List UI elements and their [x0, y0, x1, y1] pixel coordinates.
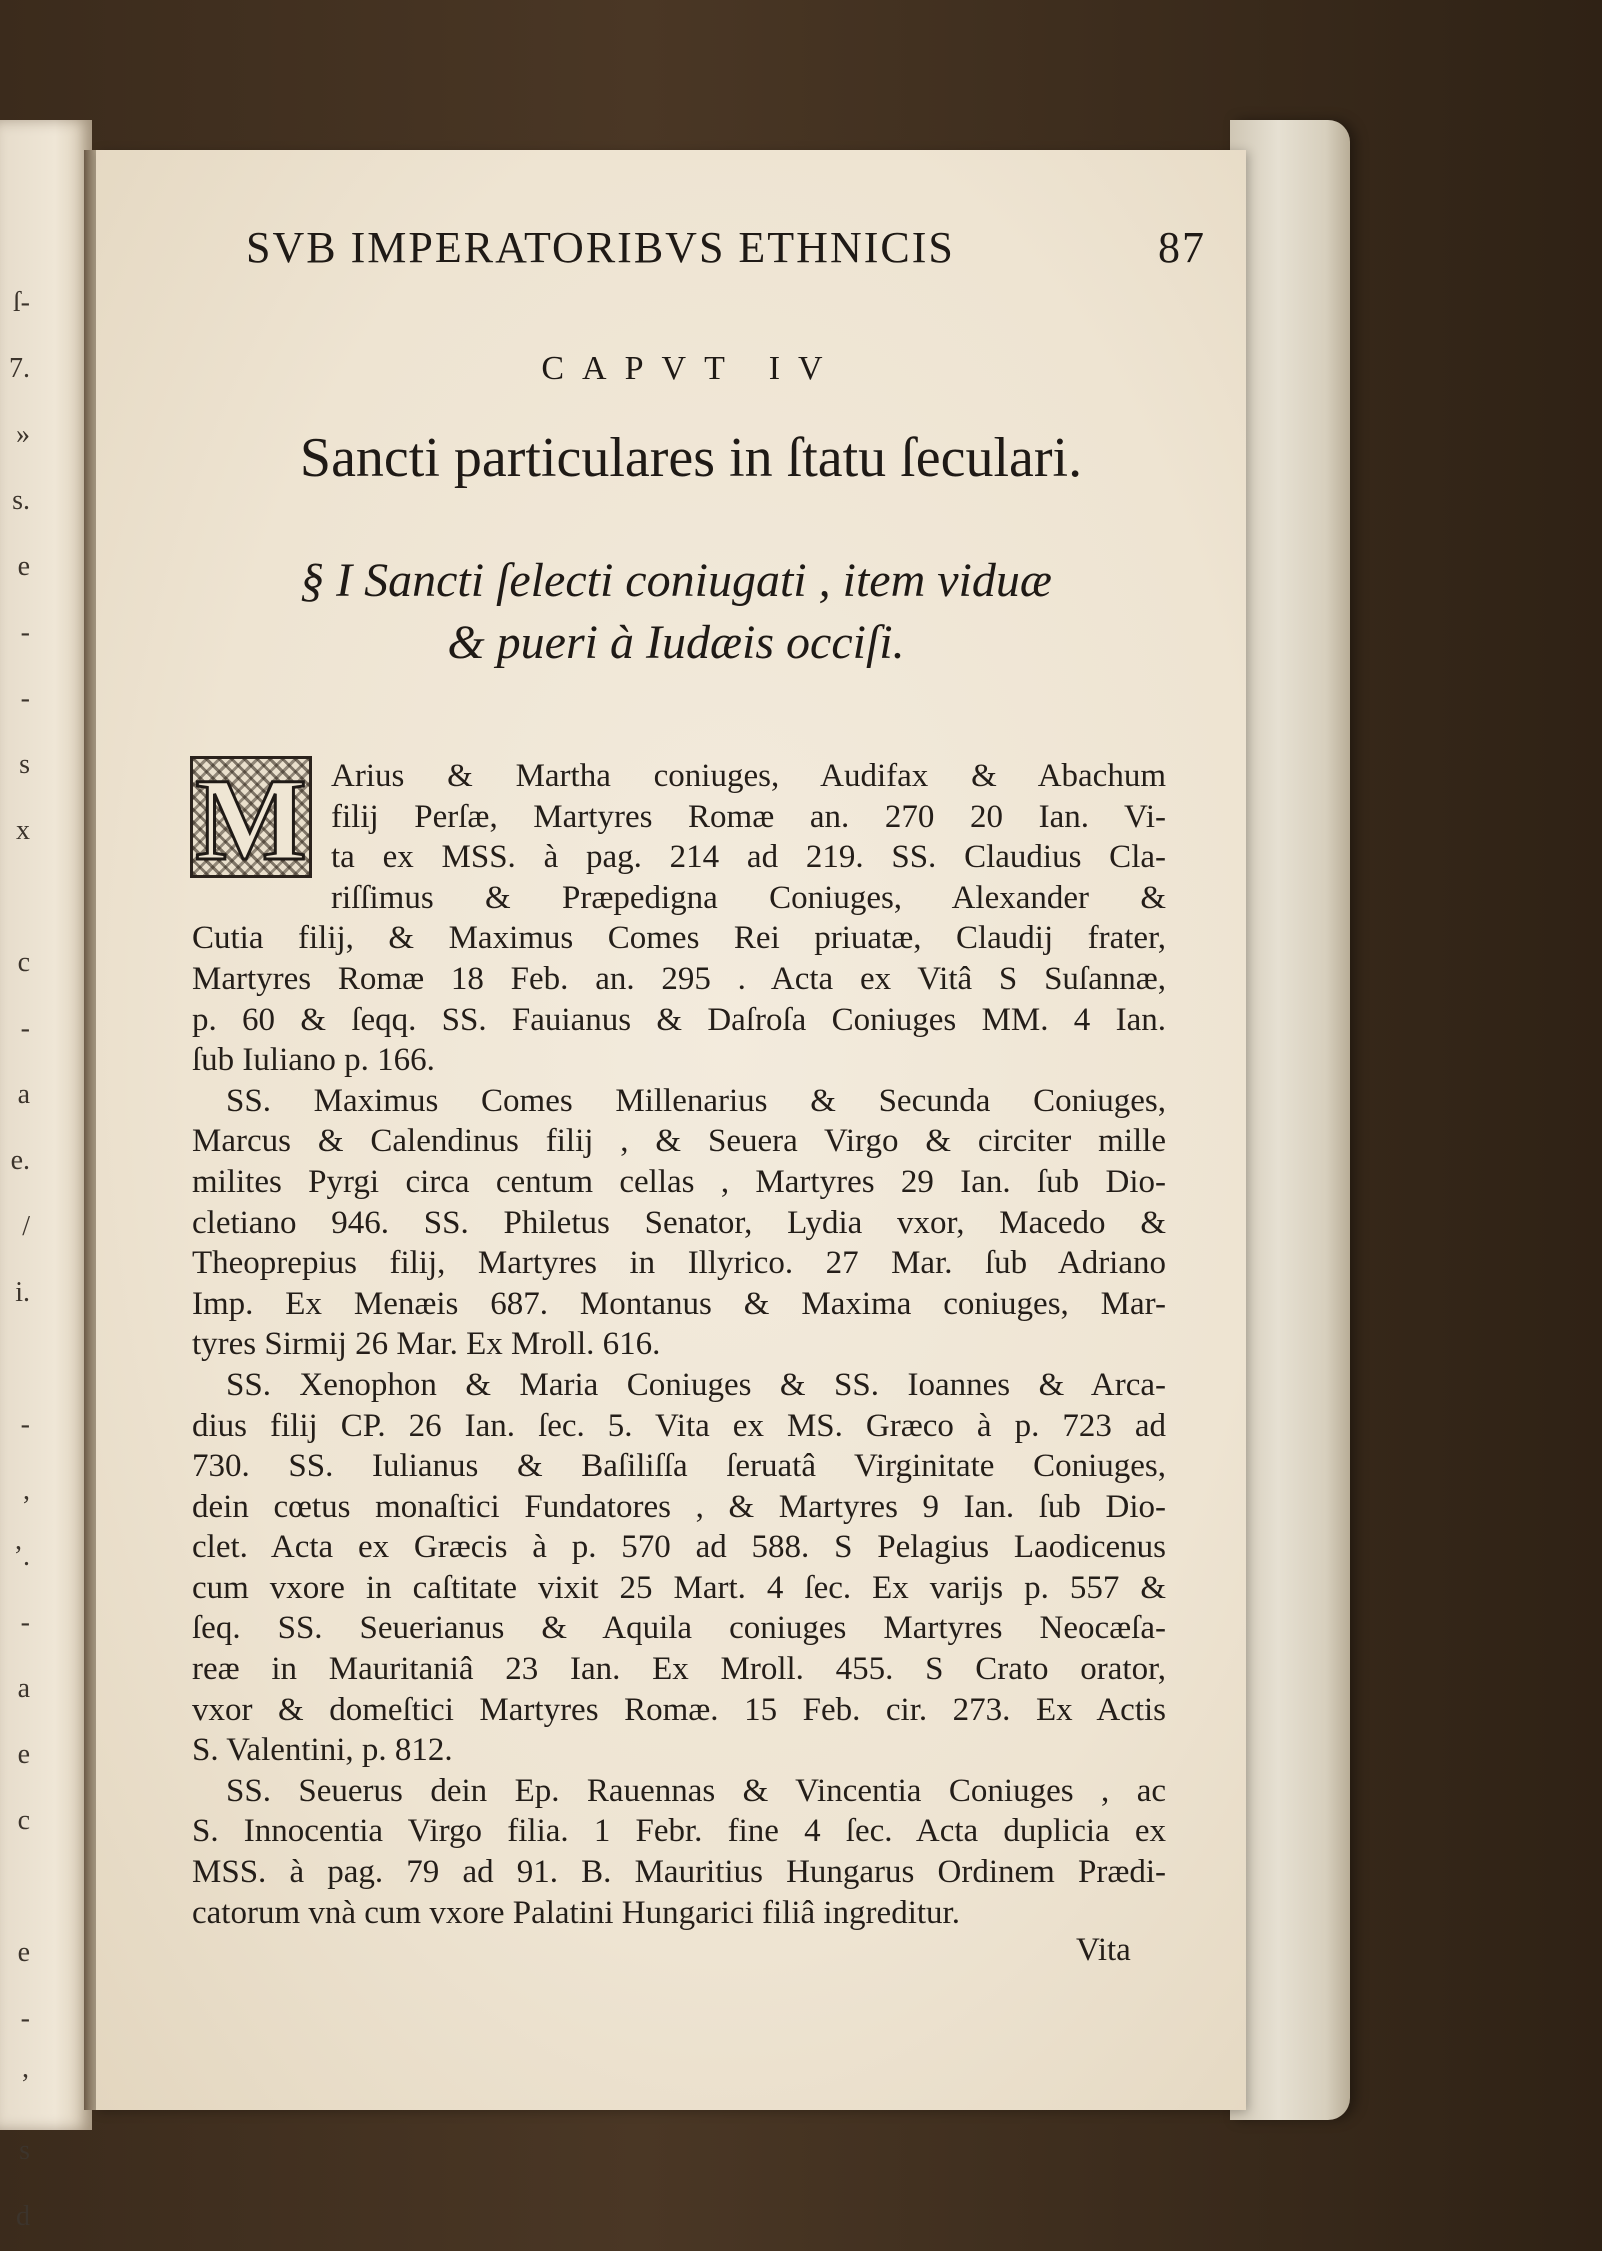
text-line-content: filij Perſæ, Martyres Romæ an. 270 20 Ian. Vi- [331, 798, 1166, 835]
margin-fragment: - [20, 617, 30, 648]
text-line [192, 918, 1166, 959]
text-line-content: tyres Sirmij 26 Mar. Ex Mroll. 616. [192, 1326, 661, 1363]
margin-fragment: s [19, 749, 30, 780]
text-line-content: Theoprepius filij, Martyres in Illyrico. 27 Mar. ſub Adriano [192, 1245, 1166, 1282]
section-heading-line-1: § I Sancti ſelecti coniugati , item viduæ [300, 554, 1052, 607]
margin-fragment: ʼ. [13, 1541, 30, 1572]
margin-fragment [0, 1326, 30, 1392]
book-page [96, 150, 1246, 2110]
text-line [192, 1203, 1166, 1244]
margin-fragment: c [17, 1805, 30, 1836]
text-line-content: Martyres Romæ 18 Feb. an. 295 . Acta ex Vitâ S Suſannæ, [192, 960, 1166, 997]
text-line [331, 837, 1166, 878]
margin-fragment: s [19, 2135, 30, 2166]
text-line-content: vxor & domeſtici Martyres Romæ. 15 Feb. cir. 273. Ex Actis [192, 1691, 1166, 1728]
body-text [96, 756, 1246, 1933]
text-line-content: ta ex MSS. à pag. 214 ad 219. SS. Claudius Cla- [331, 839, 1166, 876]
text-line [192, 1649, 1166, 1690]
text-line-content: Imp. Ex Menæis 687. Montanus & Maxima coniuges, Mar- [192, 1285, 1166, 1322]
text-line [192, 1000, 1166, 1041]
text-line-content: Marcus & Calendinus filij , & Seuera Virgo & circiter mille [192, 1123, 1166, 1160]
text-line-content: riſſimus & Præpedigna Coniuges, Alexander & [331, 879, 1166, 916]
margin-fragment: x [16, 815, 30, 846]
text-line [192, 1487, 1166, 1528]
margin-fragment [0, 864, 30, 930]
margin-fragment: d [16, 2201, 30, 2232]
margin-fragment: - [20, 1607, 30, 1638]
margin-fragment: e [17, 1739, 30, 1770]
text-line [226, 1081, 1166, 1122]
text-line-content: milites Pyrgi circa centum cellas , Martyres 29 Ian. ſub Dio- [192, 1163, 1166, 1200]
parchment-cover-edge [1230, 120, 1350, 2120]
text-line [192, 959, 1166, 1000]
text-line [192, 1121, 1166, 1162]
margin-fragment: e [17, 551, 30, 582]
text-line [192, 1446, 1166, 1487]
text-line [192, 1243, 1166, 1284]
text-line [192, 1162, 1166, 1203]
text-line [192, 1852, 1166, 1893]
margin-fragment: , [23, 1475, 30, 1506]
text-line-content: S. Valentini, p. 812. [192, 1732, 453, 1769]
text-line [331, 756, 1166, 797]
margin-fragment: ſ- [12, 287, 30, 318]
margin-fragment: e. [10, 1145, 30, 1176]
text-line-content: catorum vnà cum vxore Palatini Hungarici filiâ ingreditur. [192, 1894, 960, 1931]
left-page-margin-fragments [0, 270, 30, 2250]
catchword: Vita [1076, 1932, 1131, 1968]
text-line-content: ſub Iuliano p. 166. [192, 1042, 435, 1079]
text-line-content: SS. Xenophon & Maria Coniuges & SS. Ioannes & Arca- [226, 1366, 1166, 1403]
text-line-content: Cutia filij, & Maximus Comes Rei priuatæ, Claudij frater, [192, 920, 1166, 957]
margin-fragment: - [20, 2003, 30, 2034]
margin-fragment: - [20, 1013, 30, 1044]
text-line [226, 1771, 1166, 1812]
text-line-content: SS. Seuerus dein Ep. Rauennas & Vincentia Coniuges , ac [226, 1772, 1166, 1809]
section-heading [156, 550, 1196, 674]
text-line [192, 1730, 1166, 1771]
left-page-edge [0, 120, 92, 2232]
running-head [246, 222, 1206, 273]
margin-fragment: - [20, 683, 30, 714]
text-line [192, 1527, 1166, 1568]
margin-fragment: / [22, 1211, 30, 1242]
margin-fragment: e [17, 1937, 30, 1968]
text-line [192, 1811, 1166, 1852]
text-line [192, 1324, 1166, 1365]
text-line-content: reæ in Mauritaniâ 23 Ian. Ex Mroll. 455. S Crato orator, [192, 1651, 1166, 1688]
text-line-content: dius filij CP. 26 Ian. ſec. 5. Vita ex MS. Græco à p. 723 ad [192, 1407, 1166, 1444]
text-line [331, 797, 1166, 838]
text-line-content: ſeq. SS. Seuerianus & Aquila coniuges Martyres Neocæſa- [192, 1610, 1166, 1647]
margin-fragment: s. [12, 485, 30, 516]
text-line-content: cum vxore in caſtitate vixit 25 Mart. 4 ſec. Ex varijs p. 557 & [192, 1569, 1166, 1606]
margin-fragment: » [16, 419, 30, 450]
running-head-title: SVB IMPERATORIBVS ETHNICIS [246, 223, 955, 272]
text-line [192, 1568, 1166, 1609]
text-line-content: SS. Maximus Comes Millenarius & Secunda Coniuges, [226, 1082, 1166, 1119]
text-line-content: 730. SS. Iulianus & Baſiliſſa ſeruatâ Virginitate Coniuges, [192, 1448, 1166, 1485]
margin-fragment: a [17, 1673, 30, 1704]
text-line-content: clet. Acta ex Græcis à p. 570 ad 588. S Pelagius Laodicenus [192, 1529, 1166, 1566]
initial-letter: M [195, 754, 307, 885]
text-line [331, 878, 1166, 919]
text-line [192, 1284, 1166, 1325]
chapter-title: Sancti particulares in ſtatu ſeculari. [299, 427, 1083, 489]
margin-fragment: 7. [9, 353, 30, 384]
text-line [192, 1406, 1166, 1447]
text-line [192, 1040, 1166, 1081]
text-line [192, 1690, 1166, 1731]
margin-fragment: i. [15, 1277, 30, 1308]
margin-fragment: c [17, 947, 30, 978]
text-line-content: S. Innocentia Virgo filia. 1 Febr. fine 4 ſec. Acta duplicia ex [192, 1813, 1166, 1850]
margin-fragment: a [17, 1079, 30, 1110]
text-line [226, 1365, 1166, 1406]
text-line-content: dein cœtus monaſtici Fundatores , & Martyres 9 Ian. ſub Dio- [192, 1488, 1166, 1525]
margin-fragment: ʼ [20, 2069, 30, 2100]
text-line [192, 1608, 1166, 1649]
margin-fragment [0, 1854, 30, 1920]
text-line-content: MSS. à pag. 79 ad 91. B. Mauritius Hungarus Ordinem Prædi- [192, 1854, 1166, 1891]
section-heading-line-2: & pueri à Iudæis occiſi. [447, 616, 905, 669]
text-line-content: cletiano 946. SS. Philetus Senator, Lydia vxor, Macedo & [192, 1204, 1166, 1241]
text-line [192, 1893, 1166, 1934]
text-line-content: Arius & Martha coniuges, Audifax & Abachum [331, 758, 1166, 794]
page-number: 87 [1158, 223, 1206, 272]
chapter-label: CAPVT IV [541, 350, 841, 387]
margin-fragment: - [20, 1409, 30, 1440]
text-line-content: p. 60 & ſeqq. SS. Fauianus & Daſroſa Coniuges MM. 4 Ian. [192, 1001, 1166, 1038]
